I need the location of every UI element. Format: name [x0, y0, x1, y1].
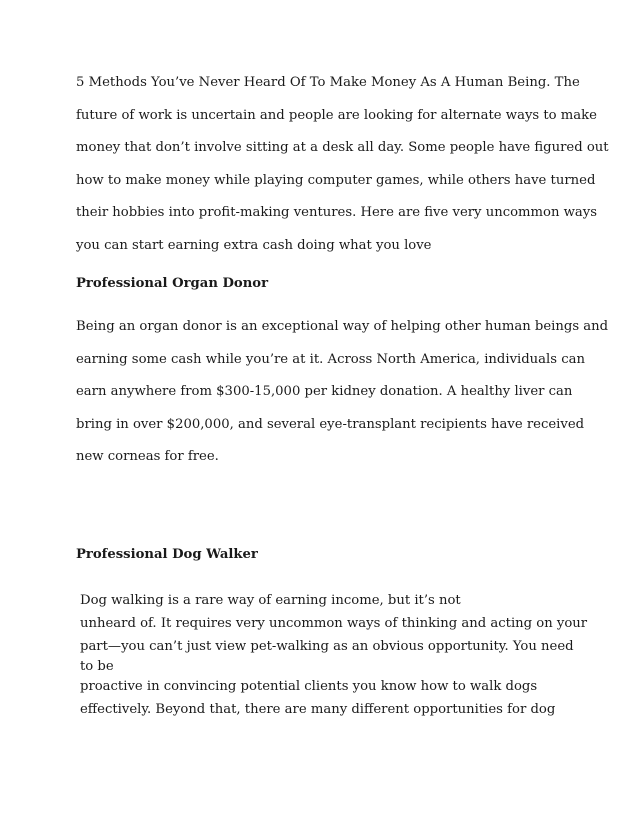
paragraph-line: unheard of. It requires very uncommon ways of thinking and acting on your	[80, 616, 588, 631]
paragraph-line: Dog walking is a rare way of earning income, but it’s not	[80, 593, 461, 608]
paragraph-line: earn anywhere from $300-15,000 per kidney donation. A healthy liver can	[76, 384, 573, 400]
paragraph-line: you can start earning extra cash doing what you love	[76, 237, 432, 253]
organ-donor-paragraph	[76, 311, 609, 474]
section-heading-organ-donor	[76, 276, 576, 291]
paragraph-line: new corneas for free.	[76, 449, 219, 465]
section-heading-dog-walker	[76, 547, 576, 562]
intro-paragraph	[76, 67, 609, 263]
section-heading: Professional Dog Walker	[76, 547, 258, 562]
paragraph-line: Being an organ donor is an exceptional way of helping other human beings and	[76, 319, 609, 334]
dog-walker-paragraph	[80, 589, 588, 721]
paragraph-line: 5 Methods You’ve Never Heard Of To Make Money As A Human Being. The	[76, 75, 580, 90]
paragraph-line: money that don’t involve sitting at a desk all day. Some people have figured out	[76, 140, 609, 156]
paragraph-line: their hobbies into profit-making ventures. Here are five very uncommon ways	[76, 205, 598, 221]
paragraph-line: earning some cash while you’re at it. Across North America, individuals can	[76, 351, 585, 367]
paragraph-line: part—you can’t just view pet-walking as an obvious opportunity. You need	[80, 639, 574, 654]
section-heading: Professional Organ Donor	[76, 276, 269, 291]
paragraph-line: effectively. Beyond that, there are many different opportunities for dog	[80, 702, 556, 717]
paragraph-line: bring in over $200,000, and several eye-transplant recipients have received	[76, 416, 585, 432]
paragraph-line: how to make money while playing computer games, while others have turned	[76, 172, 596, 188]
paragraph-line: to be	[80, 659, 114, 674]
paragraph-line: future of work is uncertain and people are looking for alternate ways to make	[76, 107, 597, 123]
paragraph-line: proactive in convincing potential clients you know how to walk dogs	[80, 679, 538, 694]
